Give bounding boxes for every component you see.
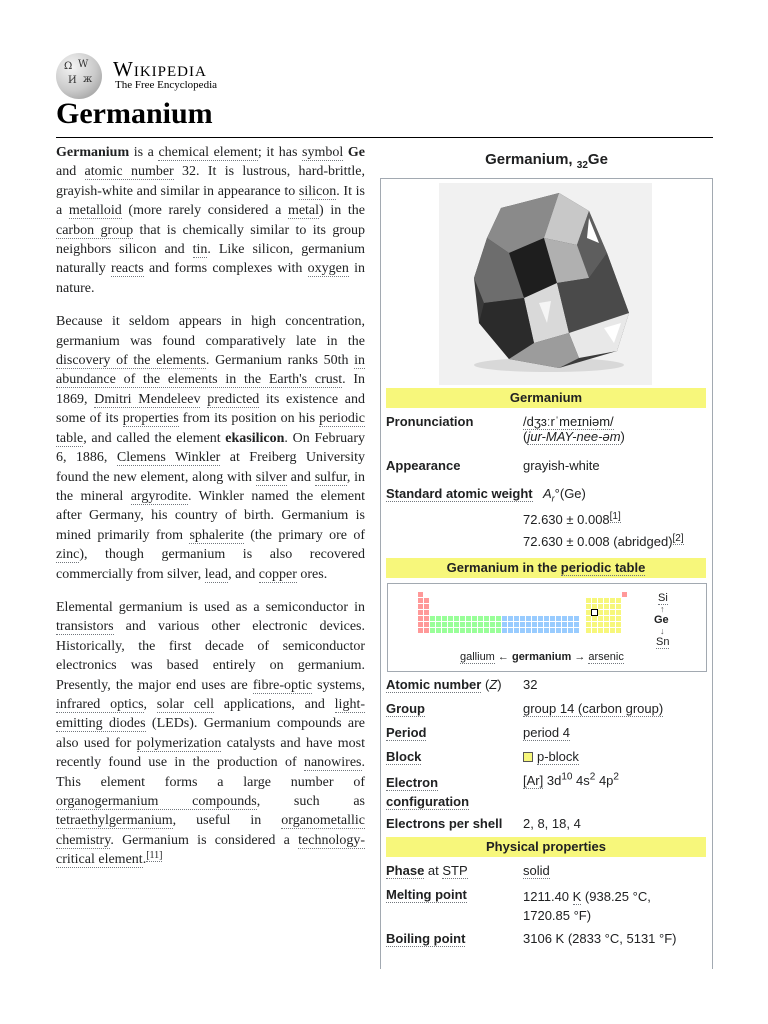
pt-cell-f (490, 616, 495, 621)
article-link[interactable]: nanowires (303, 755, 362, 771)
pt-cell-f (442, 628, 447, 633)
pt-cell-s1 (418, 598, 423, 603)
pt-cell-s2 (424, 616, 429, 621)
pronunciation-respelling-link[interactable]: jur-MAY-nee-əm (527, 429, 621, 444)
intro-paragraph-2: Because it seldom appears in high concentration, germanium was found comparatively late in the discovery of the elements. Germanium ranks 50th in abundance of the elements in the Earth's crust. In 1869, Dmitri Mendeleev predicted its existence and some of its properties from its position on his periodic table, and called the element ekasilicon. On February 6, 1886, Clemens Winkler at Freiberg University found the new element, along with silver and sulfur, in the mineral argyrodite. Winkler named the element after Germany, his country of birth. Germanium is mined primarily from sphalerite (the primary ore of zinc), though germanium is also recovered commercially from silver, lead, and copper ores. (56, 314, 366, 582)
pt-cell-f (448, 628, 453, 633)
pt-cell-d (502, 628, 507, 633)
pt-cell-p (598, 628, 603, 633)
pt-cell-p (610, 610, 615, 615)
pt-cell-p (598, 598, 603, 603)
pt-cell-f (496, 622, 501, 627)
article-link[interactable]: chemical element (158, 145, 258, 160)
pt-cell-f (436, 622, 441, 627)
melting-point-value: 1211.40 K (938.25 °C, 1720.85 °F) (523, 889, 651, 923)
pt-cell-d (556, 622, 561, 627)
appearance-value: grayish-white (523, 458, 600, 473)
kelvin-link[interactable]: K (572, 889, 582, 904)
pt-cell-p (598, 610, 603, 615)
period-label-link[interactable]: Period (386, 725, 427, 740)
pt-cell-d (568, 616, 573, 621)
electrons-per-shell-label: Electrons per shell (386, 816, 503, 831)
pt-cell-p (616, 616, 621, 621)
article-link[interactable]: metalloid (68, 203, 122, 219)
pt-cell-p (586, 598, 591, 603)
row-electron-configuration (386, 773, 706, 811)
period-value-link[interactable]: period 4 (523, 725, 570, 740)
pt-cell-f (442, 622, 447, 627)
pt-cell-f (430, 622, 435, 627)
pt-cell-p (604, 628, 609, 633)
pt-cell-f (460, 628, 465, 633)
pt-cell-p (592, 598, 597, 603)
pt-cell-p (598, 622, 603, 627)
germanium-sample-image[interactable] (439, 183, 652, 385)
pt-cell-d (532, 628, 537, 633)
bold-term: ekasilicon (225, 430, 285, 446)
pt-cell-d (550, 628, 555, 633)
pt-cell-f (496, 628, 501, 633)
article-link[interactable]: organogermanium compounds (56, 794, 257, 809)
up-arrow-icon: ↑ (660, 604, 665, 614)
atomic-weight-abridged-value: 72.630 ± 0.008 (abridged)[2] (523, 532, 684, 549)
pt-cell-d (520, 622, 525, 627)
pt-cell-d (514, 622, 519, 627)
article-link[interactable]: transistors (56, 619, 114, 635)
pt-cell-d (526, 622, 531, 627)
ref-1-link[interactable]: [1] (609, 510, 621, 522)
article-link[interactable]: atomic number (84, 164, 174, 180)
boiling-point-value: 3106 K (2833 °C, 5131 °F) (523, 931, 677, 946)
pronunciation-label: Pronunciation (386, 414, 474, 429)
stp-link[interactable]: STP (442, 863, 468, 878)
article-link[interactable]: oxygen (307, 261, 349, 277)
pt-cell-d (538, 628, 543, 633)
appearance-label: Appearance (386, 458, 461, 473)
pt-cell-d (550, 616, 555, 621)
argon-link[interactable]: [Ar] (523, 773, 544, 788)
pt-cell-f (454, 628, 459, 633)
page-title: Germanium (56, 97, 213, 130)
pt-cell-d (544, 628, 549, 633)
pt-cell-p (604, 610, 609, 615)
pt-cell-d (556, 616, 561, 621)
article-link[interactable]: silicon (298, 183, 337, 199)
pt-cell-f (478, 622, 483, 627)
pt-cell-s1 (418, 604, 423, 609)
periodic-table-band: Germanium in the periodic table (386, 558, 706, 578)
group-value-link[interactable]: group 14 (carbon group) (523, 701, 664, 716)
pt-cell-d (544, 616, 549, 621)
phase-value-link[interactable]: solid (523, 863, 550, 878)
pt-cell-d (556, 628, 561, 633)
pt-cell-f (454, 622, 459, 627)
pt-cell-f (472, 628, 477, 633)
pt-cell-p (586, 616, 591, 621)
pt-cell-f (430, 628, 435, 633)
intro-paragraph-1: Germanium is a chemical element; it has symbol Ge and atomic number 32. It is lustrous, hard-brittle, grayish-white and similar in appearance to silicon. It is a metalloid (more rarely considered a metal) in the carbon group that is chemically similar to its group neighbors silicon and tin. Like silicon, germanium naturally reacts and forms complexes with oxygen in nature. (56, 145, 366, 296)
pt-cell-f (466, 628, 471, 633)
article-link[interactable]: fibre-optic (252, 677, 312, 693)
pt-cell-p (610, 598, 615, 603)
pt-cell-f (448, 622, 453, 627)
article-link[interactable]: silver (255, 469, 287, 485)
pt-cell-p (616, 622, 621, 627)
pt-cell-f (484, 628, 489, 633)
pt-cell-f (436, 616, 441, 621)
pt-cell-p (616, 610, 621, 615)
block-label-link[interactable]: Block (386, 749, 422, 764)
block-value-link[interactable]: p-block (537, 749, 579, 764)
pt-cell-f (466, 616, 471, 621)
article-link[interactable]: in abundance of the elements in the Earth's crust (56, 353, 366, 388)
pt-cell-s2 (424, 610, 429, 615)
pt-cell-d (574, 628, 579, 633)
standard-atomic-weight-label[interactable]: Standard atomic weight (386, 486, 533, 501)
pt-cell-p (604, 604, 609, 609)
neighbor-sn-link[interactable]: Sn (656, 636, 670, 648)
pt-cell-d (526, 616, 531, 621)
pt-cell-d (514, 616, 519, 621)
article-link[interactable]: sphalerite (189, 527, 244, 543)
article-link[interactable]: organometallic chemistry (56, 813, 365, 848)
pronunciation-value: /dʒɜːrˈmeɪniəm/ (jur-MAY-nee-əm) (523, 414, 625, 444)
pronunciation-ipa-link[interactable]: /dʒɜːrˈmeɪniəm/ (523, 414, 614, 429)
pt-cell-s1 (418, 610, 423, 615)
pt-cell-d (574, 616, 579, 621)
pt-cell-f (430, 616, 435, 621)
pt-cell-s1 (418, 622, 423, 627)
pt-cell-p (598, 604, 603, 609)
pt-cell-p (616, 628, 621, 633)
pt-cell-d (574, 622, 579, 627)
intro-paragraph-3: Elemental germanium is used as a semiconductor in transistors and various other electronic devices. Historically, the first decade of semiconductor electronics was based entirely on germanium. Presently, the major end uses are fibre-optic systems, infrared optics, solar cell applications, and light-emitting diodes (LEDs). Germanium compounds are also used for polymerization catalysts and have most recently found use in the production of nanowires. This element forms a large number of organogermanium compounds, such as tetraethylgermanium, useful in organometallic chemistry. Germanium is considered a technology-critical element.[11] (56, 599, 366, 868)
article-link[interactable]: solar cell (156, 696, 214, 712)
bold-term: Ge (347, 145, 365, 160)
electron-configuration-label[interactable]: Electron configuration (386, 775, 470, 809)
wikipedia-tagline: The Free Encyclopedia (115, 79, 218, 91)
pt-cell-f (436, 628, 441, 633)
pt-cell-d (520, 628, 525, 633)
pt-cell-h (418, 592, 423, 597)
wikipedia-wordmark: Wikipedia (113, 57, 207, 81)
article-link[interactable]: properties (122, 411, 179, 427)
neighbor-arsenic-link[interactable]: arsenic (588, 651, 624, 663)
article-link[interactable]: tin (192, 242, 208, 258)
electron-configuration-value: [Ar] $3d^{10}$ $4s^2$ $4p^2$ (523, 771, 619, 788)
pt-cell-d (562, 622, 567, 627)
pt-cell-f (484, 622, 489, 627)
pt-cell-p (610, 628, 615, 633)
neighbor-si-link[interactable]: Si (658, 592, 668, 604)
pt-cell-p (616, 604, 621, 609)
pt-cell-d (532, 616, 537, 621)
pt-cell-d (538, 622, 543, 627)
pt-cell-d (562, 628, 567, 633)
article-link[interactable]: infrared optics (56, 696, 144, 712)
pt-cell-d (508, 628, 513, 633)
pt-cell-p (604, 622, 609, 627)
pt-cell-p (586, 628, 591, 633)
article-link[interactable]: copper (258, 566, 297, 582)
pt-cell-s1 (418, 616, 423, 621)
wikipedia-header[interactable] (56, 53, 356, 99)
row-melting-point (386, 887, 706, 927)
pt-cell-d (526, 628, 531, 633)
pt-cell-d (532, 622, 537, 627)
article-link[interactable]: carbon group (56, 222, 134, 238)
pt-cell-he (622, 592, 627, 597)
article-link[interactable]: Clemens Winkler (116, 450, 221, 466)
article-link[interactable]: metal (287, 203, 320, 219)
pt-cell-s2 (424, 604, 429, 609)
pt-cell-f (478, 628, 483, 633)
wikipedia-globe-logo-icon: Ω W И ж (56, 53, 102, 99)
atomic-number-value: 32 (523, 677, 538, 692)
pt-cell-p (592, 622, 597, 627)
p-block-swatch-icon (523, 752, 533, 762)
bold-term: Germanium (56, 145, 130, 160)
article-link[interactable]: sulfur (314, 469, 347, 485)
physical-properties-band: Physical properties (386, 837, 706, 857)
pt-cell-s2 (424, 598, 429, 603)
pt-cell-d (538, 616, 543, 621)
pt-cell-f (466, 622, 471, 627)
article-link[interactable]: reacts (111, 261, 144, 277)
standard-atomic-weight-symbol: $A_r^\circ(Ge)$ (543, 486, 586, 504)
article-link[interactable]: discovery of the elements (56, 353, 206, 369)
article-link[interactable]: predicted (207, 391, 260, 407)
pt-cell-f (490, 622, 495, 627)
block-value (523, 749, 579, 764)
neighbor-gallium-link[interactable]: gallium (460, 651, 495, 663)
pt-cell-d (568, 628, 573, 633)
pt-cell-f (490, 628, 495, 633)
pt-cell-f (496, 616, 501, 621)
article-link[interactable]: light-emitting diodes (56, 696, 366, 732)
neighbor-line: gallium ← germanium → arsenic (460, 651, 624, 663)
article-link[interactable]: lead (204, 566, 229, 582)
article-link[interactable]: technology-critical element (56, 832, 365, 868)
pt-cell-f (448, 616, 453, 621)
melting-point-link[interactable]: Melting point (386, 887, 467, 902)
phase-link[interactable]: Phase (386, 863, 425, 878)
group-label-link[interactable]: Group (386, 701, 425, 716)
article-link[interactable]: polymerization (136, 735, 222, 751)
pt-cell-f (454, 616, 459, 621)
article-link[interactable]: argyrodite (130, 488, 188, 504)
article-link[interactable]: symbol (302, 145, 344, 160)
atomic-number-label: Atomic number (Z) (386, 677, 502, 692)
infobox-name-band: Germanium (386, 388, 706, 408)
pt-cell-d (502, 616, 507, 621)
pt-cell-p (610, 604, 615, 609)
pt-cell-f (460, 622, 465, 627)
pt-cell-d (508, 622, 513, 627)
pt-cell-f (460, 616, 465, 621)
article-body (56, 143, 365, 884)
pt-cell-s1 (418, 628, 423, 633)
pt-cell-f (484, 616, 489, 621)
article-link[interactable]: periodic table (56, 411, 365, 446)
pt-cell-f (442, 616, 447, 621)
pt-cell-p (610, 622, 615, 627)
article-link[interactable]: Dmitri Mendeleev (94, 391, 201, 407)
periodic-table-link[interactable]: periodic table (560, 560, 646, 575)
pt-cell-germanium-highlight (591, 609, 598, 616)
pt-cell-s2 (424, 628, 429, 633)
atomic-weight-value: 72.630 ± 0.008[1] (523, 510, 621, 527)
pt-cell-p (592, 628, 597, 633)
pt-cell-p (586, 622, 591, 627)
pt-cell-d (520, 616, 525, 621)
periodic-table-mini[interactable] (387, 583, 707, 672)
title-divider (56, 137, 713, 138)
atomic-number-link[interactable]: Atomic number (386, 677, 482, 692)
citation-link[interactable]: [11] (146, 849, 163, 861)
pt-cell-f (472, 616, 477, 621)
pt-cell-d (550, 622, 555, 627)
infobox (380, 146, 713, 966)
pt-cell-p (604, 616, 609, 621)
pt-cell-s2 (424, 622, 429, 627)
infobox-title: Germanium, $_{32}$Ge (485, 151, 608, 171)
pt-cell-p (604, 598, 609, 603)
electrons-per-shell-value: 2, 8, 18, 4 (523, 816, 581, 831)
article-link[interactable]: tetraethylgermanium (56, 813, 173, 829)
pt-cell-f (472, 622, 477, 627)
pt-cell-p (610, 616, 615, 621)
down-arrow-icon: ↓ (660, 626, 665, 636)
boiling-point-link[interactable]: Boiling point (386, 931, 466, 946)
pt-cell-d (562, 616, 567, 621)
ref-2-link[interactable]: [2] (672, 532, 684, 544)
neighbor-ge: Ge (654, 614, 669, 626)
pt-cell-d (568, 622, 573, 627)
pt-cell-p (598, 616, 603, 621)
pt-cell-f (478, 616, 483, 621)
row-pronunciation (386, 414, 706, 450)
pt-cell-d (544, 622, 549, 627)
pt-cell-d (514, 628, 519, 633)
pt-cell-d (508, 616, 513, 621)
pt-cell-p (616, 598, 621, 603)
article-link[interactable]: zinc (56, 547, 80, 563)
pt-cell-d (502, 622, 507, 627)
pt-cell-p (592, 616, 597, 621)
phase-label: Phase at STP (386, 863, 468, 878)
